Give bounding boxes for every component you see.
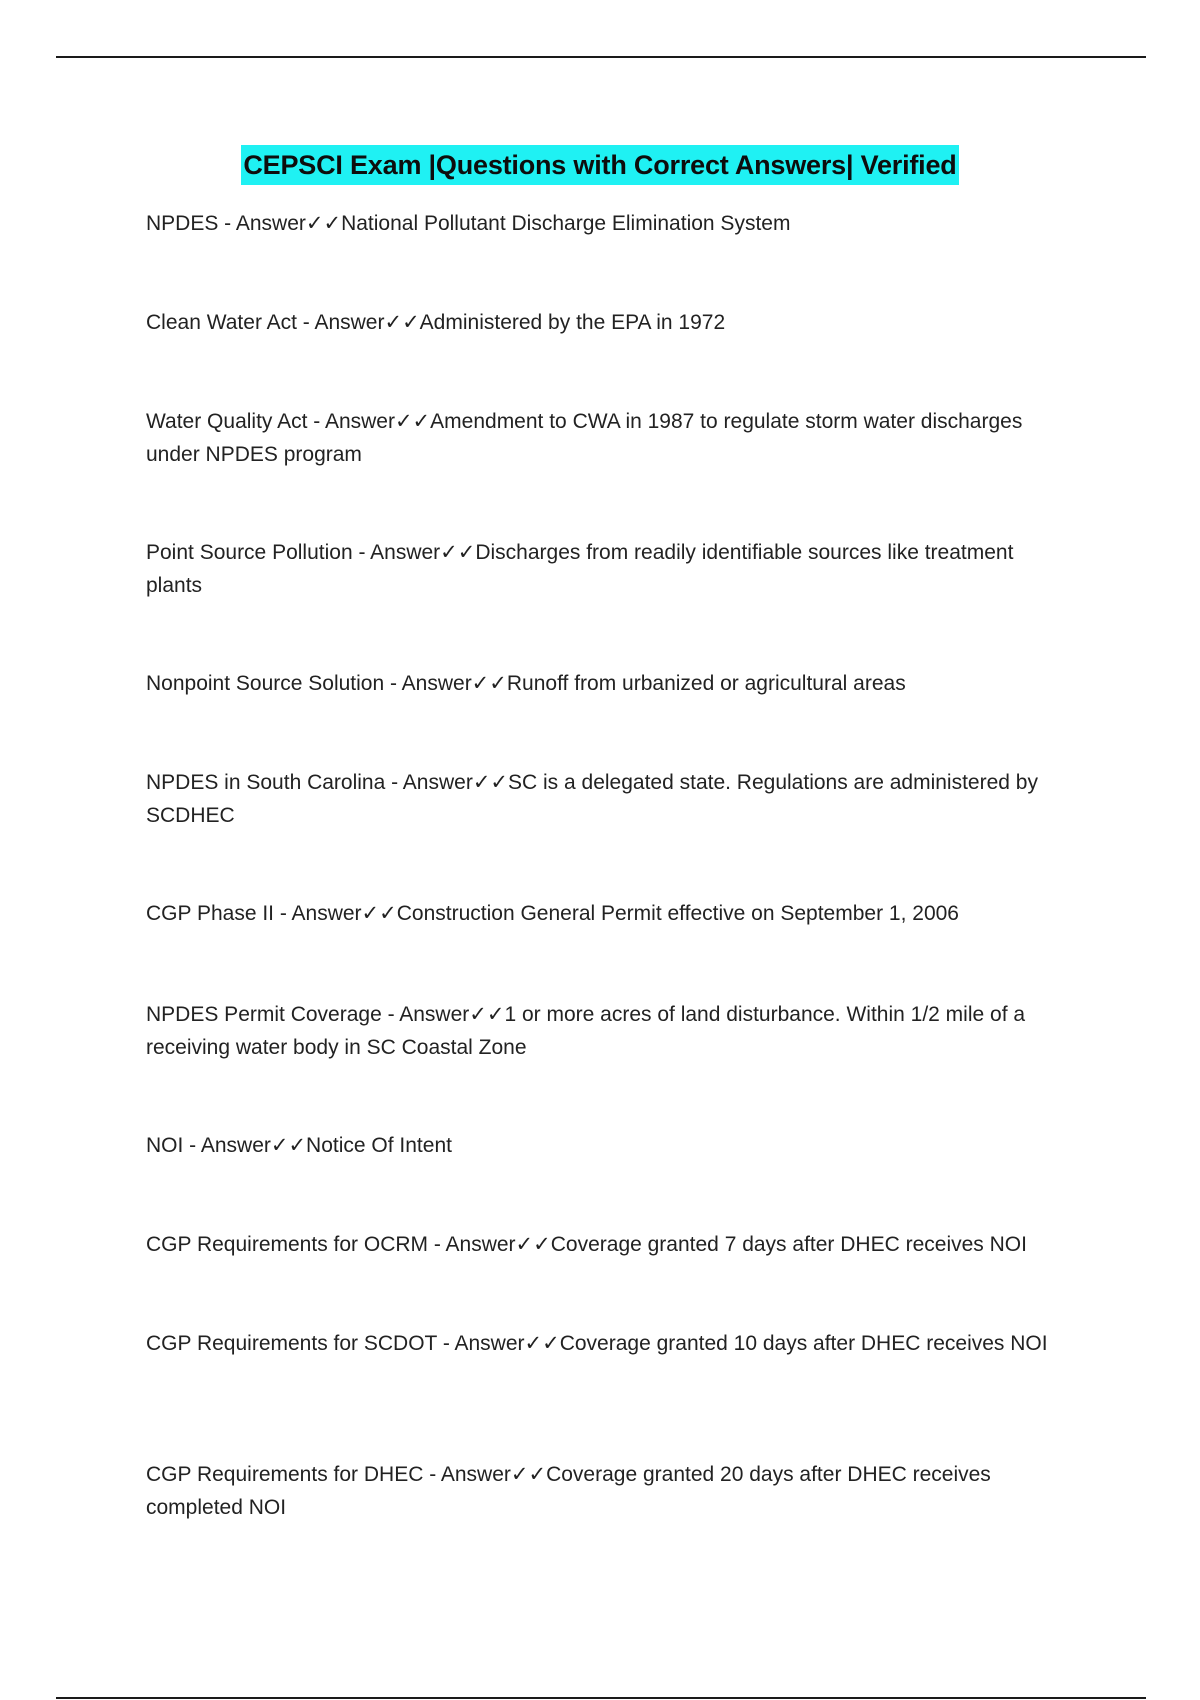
footer-rule [56,1697,1146,1699]
title-block [0,145,1200,185]
header-rule [56,56,1146,58]
qa-item: NPDES - Answer✓✓National Pollutant Discharge Elimination System [146,212,791,235]
qa-item: CGP Requirements for OCRM - Answer✓✓Coverage granted 7 days after DHEC receives NOI [146,1233,1027,1256]
document-title: CEPSCI Exam |Questions with Correct Answers| Verified [241,145,958,185]
qa-item: Nonpoint Source Solution - Answer✓✓Runoff from urbanized or agricultural areas [146,672,906,695]
qa-item: CGP Requirements for SCDOT - Answer✓✓Coverage granted 10 days after DHEC receives NOI [146,1332,1048,1355]
qa-item: NPDES in South Carolina - Answer✓✓SC is a delegated state. Regulations are administered by SCDHEC [146,771,1038,827]
qa-item: Point Source Pollution - Answer✓✓Discharges from readily identifiable sources like treatment plants [146,541,1014,597]
qa-item: CGP Phase II - Answer✓✓Construction General Permit effective on September 1, 2006 [146,902,959,925]
qa-item: Clean Water Act - Answer✓✓Administered by the EPA in 1972 [146,311,726,334]
qa-item: Water Quality Act - Answer✓✓Amendment to CWA in 1987 to regulate storm water discharges under NPDES program [146,410,1023,466]
qa-item: NOI - Answer✓✓Notice Of Intent [146,1134,452,1157]
qa-item: NPDES Permit Coverage - Answer✓✓1 or more acres of land disturbance. Within 1/2 mile of a receiving water body in SC Coastal Zone [146,1003,1026,1059]
qa-item: CGP Requirements for DHEC - Answer✓✓Coverage granted 20 days after DHEC receives completed NOI [146,1463,991,1519]
